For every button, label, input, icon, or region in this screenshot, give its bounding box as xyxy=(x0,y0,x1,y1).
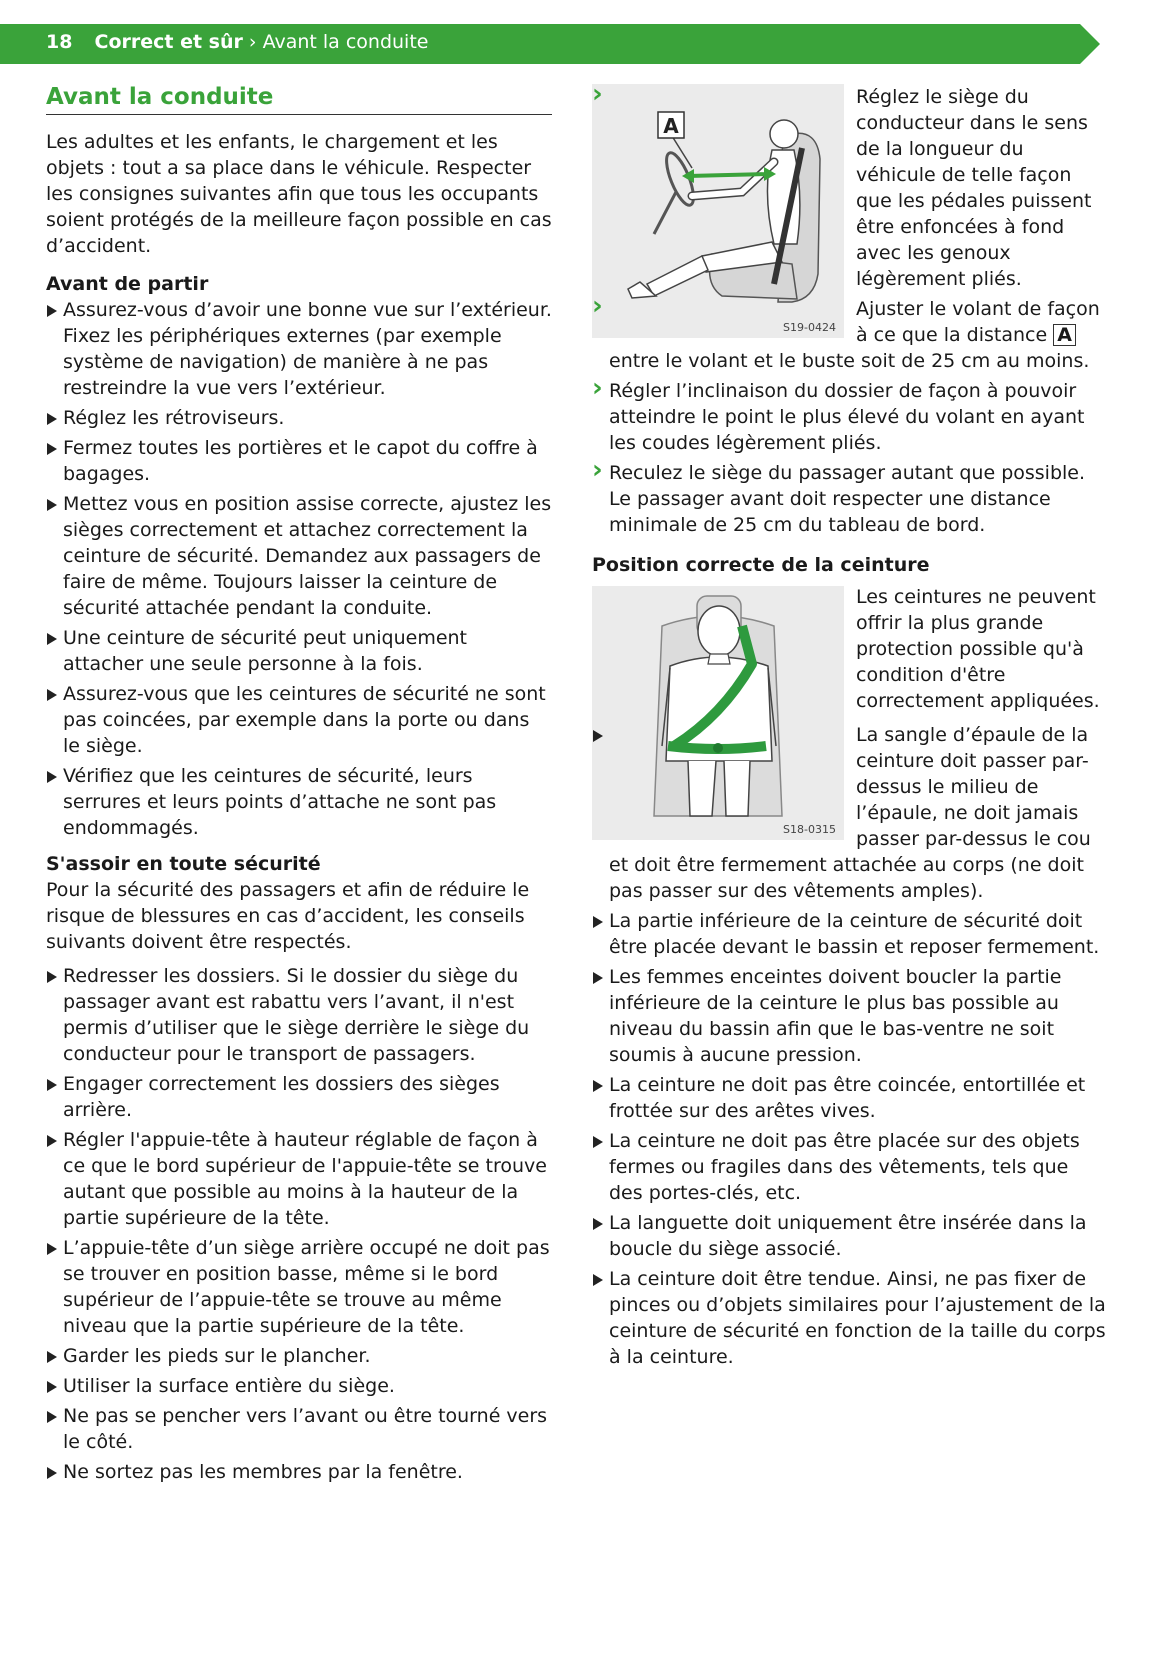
before-driving-heading: Avant de partir xyxy=(46,273,209,295)
safe-seating-heading: S'assoir en toute sécurité xyxy=(46,853,321,875)
list-item: › Réglez le siège du conducteur dans le sens de la longueur du véhicule de telle façon que les pédales puissent être enfoncées à fond avec les genoux légèrement pliés. xyxy=(592,84,1108,292)
list-item: La languette doit uniquement être insérée dans la boucle du siège associé. xyxy=(592,1210,1108,1262)
intro-paragraph: Les adultes et les enfants, le chargement et les objets : tout a sa place dans le véhicule. Respecter les consignes suivantes afin que tous les occupants soient protégés de la meilleure façon possible en cas d’accident. xyxy=(46,131,552,257)
breadcrumb xyxy=(46,31,428,53)
fig-reference-a: A xyxy=(1053,324,1076,346)
list-item: La sangle d’épaule de la ceinture doit passer par-dessus le milieu de l’épaule, ne doit jamais passer par-dessus le cou et doit être fermement attachée au corps (ne doit pas passer sur des vêtements amples). xyxy=(592,722,1108,904)
list-item: Redresser les dossiers. Si le dossier du siège du passager avant est rabattu vers l’avant, il n'est permis d’utiliser que le siège derrière le siège du conducteur pour le transport de passagers. xyxy=(46,963,552,1067)
list-item-text: Ajuster le volant de façon à ce que la distance xyxy=(856,298,1100,346)
safe-seating-intro: Pour la sécurité des passagers et afin de réduire le risque de blessures en cas d’accident, les conseils suivants doivent être respectés. xyxy=(46,879,530,953)
list-item: Assurez-vous d’avoir une bonne vue sur l’extérieur. Fixez les périphériques externes (par exemple système de navigation) de manière à ne pas restreindre la vue vers l’extérieur. xyxy=(46,297,552,401)
fig-label-a: A xyxy=(663,114,679,138)
list-item: La ceinture ne doit pas être placée sur des objets fermes ou fragiles dans des vêtements, tels que des portes-clés, etc. xyxy=(592,1128,1108,1206)
belt-heading: Position correcte de la ceinture xyxy=(592,554,930,576)
figure-code: S19-0424 xyxy=(783,321,836,334)
breadcrumb-separator: › xyxy=(248,31,257,53)
list-item: La ceinture ne doit pas être coincée, entortillée et frottée sur des arêtes vives. xyxy=(592,1072,1108,1124)
list-item: Garder les pieds sur le plancher. xyxy=(46,1343,552,1369)
list-item: Les femmes enceintes doivent boucler la partie inférieure de la ceinture le plus bas possible au niveau du bassin afin que le bas-ventre ne soit soumis à aucune pression. xyxy=(592,964,1108,1068)
page-title: Avant la conduite xyxy=(46,84,552,115)
list-item: Ne sortez pas les membres par la fenêtre. xyxy=(46,1459,552,1485)
breadcrumb-subsection: Avant la conduite xyxy=(262,31,429,53)
list-item: La partie inférieure de la ceinture de sécurité doit être placée devant le bassin et reposer fermement. xyxy=(592,908,1108,960)
list-item: Fermez toutes les portières et le capot du coffre à bagages. xyxy=(46,435,552,487)
list-item-text: entre le volant et le buste soit de 25 cm au moins. xyxy=(609,350,1090,372)
list-item: Une ceinture de sécurité peut uniquement attacher une seule personne à la fois. xyxy=(46,625,552,677)
list-item: Régler l'appuie-tête à hauteur réglable de façon à ce que le bord supérieur de l'appuie-tête se trouve autant que possible au moins à la hauteur de la partie supérieure de la tête. xyxy=(46,1127,552,1231)
list-item: Engager correctement les dossiers des sièges arrière. xyxy=(46,1071,552,1123)
list-item xyxy=(592,296,1108,374)
list-item: L’appuie-tête d’un siège arrière occupé ne doit pas se trouver en position basse, même si le bord supérieur de l’appuie-tête se trouve au même niveau que la partie supérieure de la tête. xyxy=(46,1235,552,1339)
list-item: Vérifiez que les ceintures de sécurité, leurs serrures et leurs points d’attache ne sont pas endommagés. xyxy=(46,763,552,841)
belt-list xyxy=(592,722,1108,1370)
figure-code: S18-0315 xyxy=(783,823,836,836)
list-item: › Régler l’inclinaison du dossier de façon à pouvoir atteindre le point le plus élevé du volant en ayant les coudes légèrement pliés. xyxy=(592,378,1108,456)
left-column xyxy=(46,84,552,1489)
right-column xyxy=(592,84,1108,1374)
breadcrumb-section: Correct et sûr xyxy=(94,31,243,53)
list-item: Ne pas se pencher vers l’avant ou être tourné vers le côté. xyxy=(46,1403,552,1455)
list-item: Utiliser la surface entière du siège. xyxy=(46,1373,552,1399)
before-driving-list xyxy=(46,297,552,841)
safe-seating-list xyxy=(46,963,552,1485)
list-item: Mettez vous en position assise correcte, ajustez les sièges correctement et attachez correctement la ceinture de sécurité. Demandez aux passagers de faire de même. Toujours laisser la ceinture de sécurité attachée pendant la conduite. xyxy=(46,491,552,621)
seat-adjust-list xyxy=(592,84,1108,538)
list-item: › Reculez le siège du passager autant que possible. Le passager avant doit respecter une distance minimale de 25 cm du tableau de bord. xyxy=(592,460,1108,538)
list-item: Assurez-vous que les ceintures de sécurité ne sont pas coincées, par exemple dans la porte ou dans le siège. xyxy=(46,681,552,759)
list-item: La ceinture doit être tendue. Ainsi, ne pas fixer de pinces ou d’objets similaires pour l’ajustement de la ceinture de sécurité en fonction de la taille du corps à la ceinture. xyxy=(592,1266,1108,1370)
belt-intro: Les ceintures ne peuvent offrir la plus grande protection possible qu'à condition d'être correctement appliquées. xyxy=(856,586,1100,712)
page-number: 18 xyxy=(46,31,73,53)
list-item: Réglez les rétroviseurs. xyxy=(46,405,552,431)
